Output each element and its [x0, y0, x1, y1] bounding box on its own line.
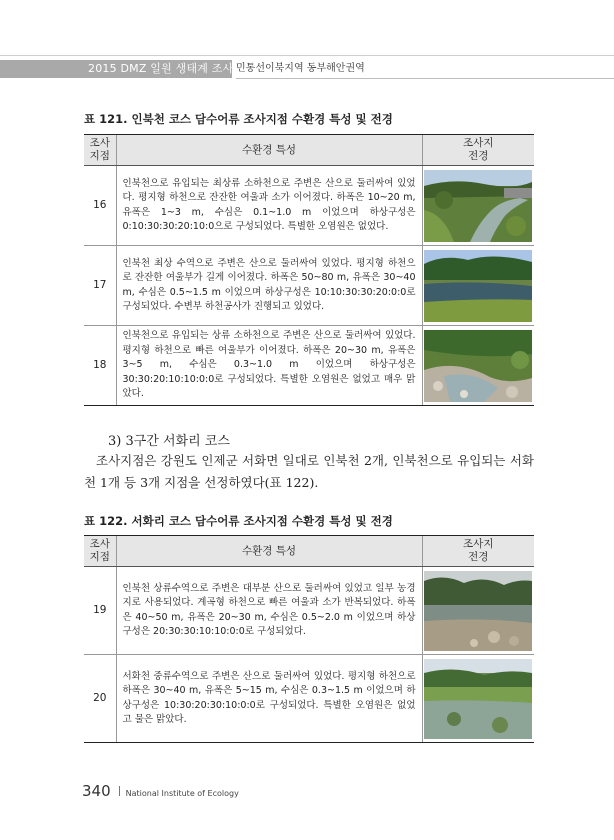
header-rule — [236, 78, 614, 79]
col-header-photo: 조사지 전경 — [422, 536, 534, 567]
page-footer — [82, 782, 239, 800]
institution-name: National Institute of Ecology — [125, 789, 239, 798]
habitat-description: 인북천 최상 수역으로 주변은 산으로 둘러싸여 있었다. 평지형 하천으로 잔잔한 여울부가 길게 이어졌다. 하폭은 50~80 m, 유폭은 30~40 m, 수심은 0.5~1.5 m 이었으며 하상구성은 10:10:30:30:20:0:0로 구성되었다. 수변부 하천공사가 진행되고 있었다. — [116, 246, 422, 326]
stream-photo-16 — [424, 170, 532, 242]
table-row — [84, 567, 534, 655]
table-121-caption: 표 121. 인북천 코스 담수어류 조사지점 수환경 특성 및 전경 — [84, 112, 393, 126]
footer-separator — [119, 786, 120, 796]
habitat-description: 인북천 상류수역으로 주변은 대부분 산으로 둘러싸여 있었고 일부 농경지로 사용되었다. 계곡형 하천으로 빠른 여울과 소가 반복되었다. 하폭은 40~50 m, 유폭은 20~30 m, 수심은 0.5~2.0 m 이었으며 하상구성은 20:30:30:10:10:0:0로 구성되었다. — [116, 567, 422, 655]
habitat-description: 인북천으로 유입되는 상류 소하천으로 주변은 산으로 둘러싸여 있었다. 평지형 하천으로 빠른 여울부가 이어졌다. 하폭은 20~30 m, 유폭은 3~5 m, 수심은 0.3~1.0 m 이었으며 하상구성은 30:30:20:10:10:0:0로 구성되었다. 특별한 오염원은 없었고 매우 맑았다. — [116, 326, 422, 406]
stream-photo-20 — [424, 659, 532, 739]
site-photo-cell — [422, 655, 534, 743]
river-photo-19 — [424, 571, 532, 651]
top-rule — [0, 55, 614, 56]
section-heading: 3) 3구간 서화리 코스 — [108, 434, 230, 449]
stream-photo-18 — [424, 330, 532, 402]
site-number: 20 — [84, 655, 116, 743]
site-photo-cell — [422, 567, 534, 655]
site-number: 17 — [84, 246, 116, 326]
header-subtitle: 민통선이북지역 동부해안권역 — [236, 63, 365, 74]
habitat-description: 서화천 중류수역으로 주변은 산으로 둘러싸여 있었다. 평지형 하천으로 하폭은 30~40 m, 유폭은 5~15 m, 수심은 0.3~1.5 m 이었으며 하상구성은 10:30:20:30:10:0:0로 구성되었다. 특별한 오염원은 없었고 물은 맑았다. — [116, 655, 422, 743]
site-photo-cell — [422, 326, 534, 406]
header-title: 2015 DMZ 일원 생태계 조사 — [88, 62, 234, 75]
table-row — [84, 655, 534, 743]
table-row — [84, 166, 534, 246]
col-header-photo: 조사지 전경 — [422, 135, 534, 166]
table-121 — [84, 134, 534, 406]
table-row — [84, 246, 534, 326]
col-header-description: 수환경 특성 — [116, 135, 422, 166]
site-photo-cell — [422, 246, 534, 326]
site-photo-cell — [422, 166, 534, 246]
site-number: 16 — [84, 166, 116, 246]
table-row — [84, 326, 534, 406]
table-122-caption: 표 122. 서화리 코스 담수어류 조사지점 수환경 특성 및 전경 — [84, 514, 393, 528]
col-header-site: 조사 지점 — [84, 536, 116, 567]
table-122 — [84, 535, 534, 743]
col-header-site: 조사 지점 — [84, 135, 116, 166]
river-photo-17 — [424, 250, 532, 322]
running-header — [0, 60, 614, 78]
habitat-description: 인북천으로 유입되는 최상류 소하천으로 주변은 산으로 둘러싸여 있었다. 평지형 하천으로 잔잔한 여울과 소가 이어졌다. 하폭은 10~20 m, 유폭은 1~3 m, 수심은 0.1~1.0 m 이었으며 하상구성은 0:10:30:30:20:10:0으로 구성되었다. 특별한 오염원은 없었다. — [116, 166, 422, 246]
site-number: 19 — [84, 567, 116, 655]
site-number: 18 — [84, 326, 116, 406]
col-header-description: 수환경 특성 — [116, 536, 422, 567]
section-paragraph: 조사지점은 강원도 인제군 서화면 일대로 인북천 2개, 인북천으로 유입되는 서화천 1개 등 3개 지점을 선정하였다(표 122). — [84, 453, 534, 490]
page-number: 340 — [82, 782, 111, 800]
